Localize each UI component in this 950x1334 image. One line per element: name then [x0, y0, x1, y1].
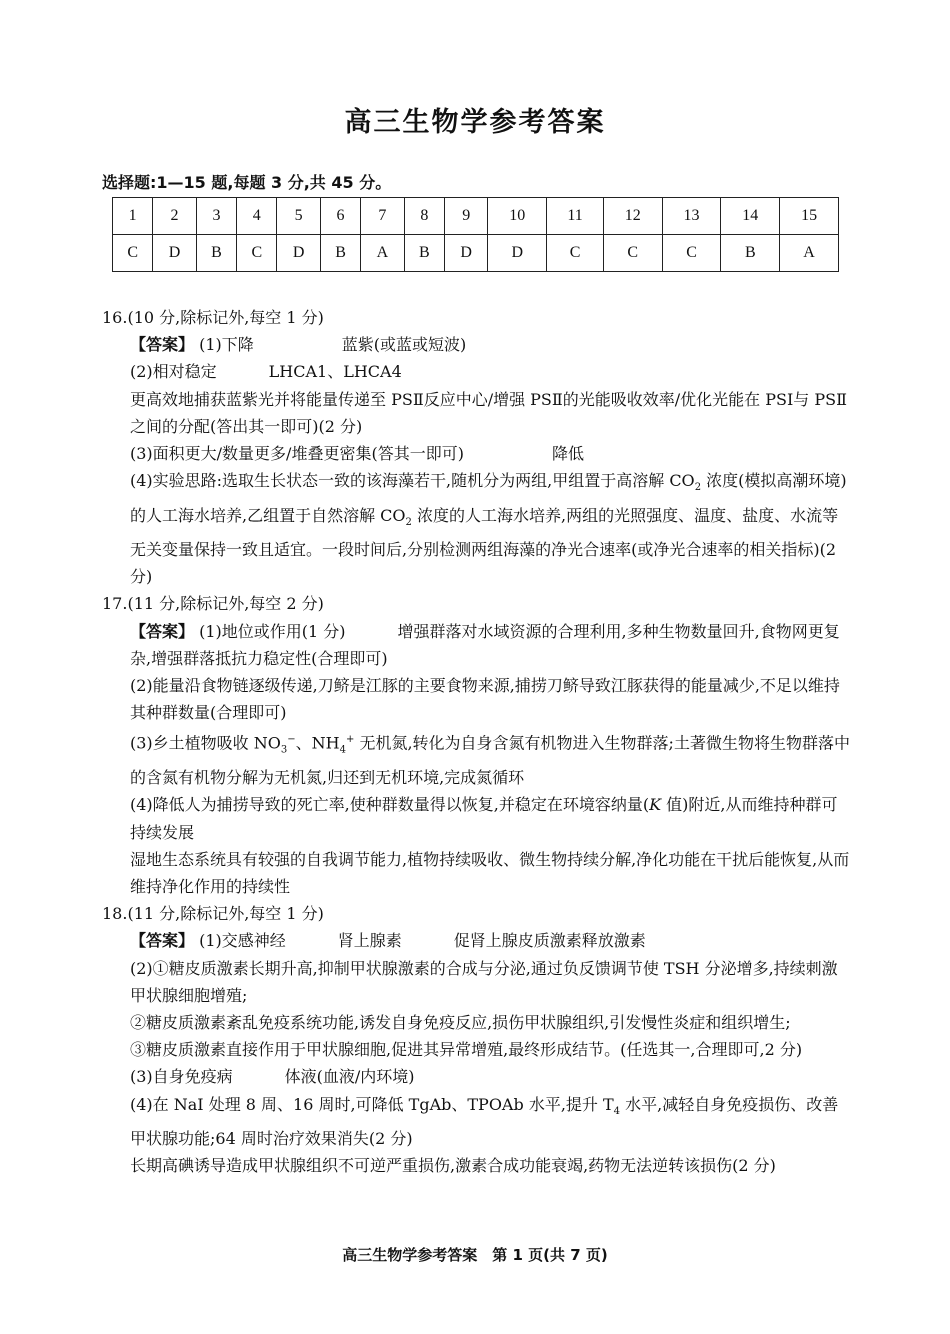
subscript: 2 — [405, 516, 412, 528]
answer-cell: B — [320, 235, 360, 272]
answer-cell: B — [196, 235, 236, 272]
answer-content — [102, 304, 852, 1179]
question-number-cell: 4 — [237, 198, 277, 235]
question-number-cell: 10 — [488, 198, 547, 235]
q16-a1-second: 蓝紫(或蓝或短波) — [341, 335, 467, 355]
q16-a2-second: LHCA1、LHCA4 — [268, 362, 402, 382]
q16-a2-first: (2)相对稳定 — [130, 362, 217, 382]
q18-answer-4 — [102, 1091, 852, 1153]
q16-answer-2 — [102, 358, 852, 385]
q18-answer-2-3: ③糖皮质激素直接作用于甲状腺细胞,促进其异常增殖,最终形成结节。(任选其一,合理即可,2 分) — [130, 1040, 803, 1060]
q16-answer-3 — [102, 440, 852, 467]
q16-answer-2-third: 更高效地捕获蓝紫光并将能量传递至 PSⅡ反应中心/增强 PSⅡ的光能吸收效率/优化光能在 PSⅠ与 PSⅡ之间的分配(答出其一即可)(2 分) — [130, 389, 847, 436]
answer-cell: D — [488, 235, 547, 272]
question-number-cell: 9 — [444, 198, 487, 235]
q18-a1-third: 促肾上腺皮质激素释放激素 — [453, 931, 646, 951]
q17-a3-part2: 、NH — [295, 733, 340, 753]
k-value-symbol: K — [649, 795, 662, 815]
q16-answer-4 — [102, 467, 852, 590]
q18-a3-second: 体液(血液/内环境) — [284, 1067, 415, 1087]
q16-a4-part3: 浓度的人工海水培养,两组的光照强度、温度、盐度、水流等无关变量保持一致且适宜。一段时间后,分别检测两组海藻的净光合速率(或净光合速率的相关指标)(2 分) — [130, 505, 839, 587]
q17-a3-part1: (3)乡土植物吸收 NO — [130, 733, 281, 753]
q16-a3-first: (3)面积更大/数量更多/堆叠更密集(答其一即可) — [130, 444, 464, 464]
answer-row — [113, 235, 839, 272]
answer-label: 【答案】 — [130, 621, 195, 641]
answer-cell: C — [603, 235, 662, 272]
q18-a1-first: (1)交感神经 — [199, 931, 286, 951]
answer-cell: C — [662, 235, 721, 272]
question-number-cell: 1 — [113, 198, 153, 235]
q16-answer-1 — [102, 331, 852, 358]
subscript: 3 — [280, 744, 288, 756]
answer-cell: B — [404, 235, 444, 272]
answer-cell: D — [153, 235, 196, 272]
q18-a3-first: (3)自身免疫病 — [130, 1067, 233, 1087]
question-number-cell: 15 — [780, 198, 839, 235]
superscript: + — [345, 734, 355, 746]
answer-label: 【答案】 — [130, 931, 195, 951]
answer-cell: C — [547, 235, 604, 272]
superscript: − — [287, 734, 296, 746]
answer-cell: A — [361, 235, 404, 272]
question-number-cell: 6 — [320, 198, 360, 235]
q17-a4-part1: (4)降低人为捕捞导致的死亡率,使种群数量得以恢复,并稳定在环境容纳量( — [130, 795, 650, 815]
question-number-cell: 13 — [662, 198, 721, 235]
question-number-row — [113, 198, 839, 235]
question-number-cell: 2 — [153, 198, 196, 235]
q18-a1-second: 肾上腺素 — [337, 931, 402, 951]
q16-a1-first: (1)下降 — [199, 335, 254, 355]
question-number-cell: 12 — [603, 198, 662, 235]
q17-heading: 17.(11 分,除标记外,每空 2 分) — [102, 594, 324, 614]
page-footer: 高三生物学参考答案 第 1 页(共 7 页) — [342, 1246, 608, 1264]
answer-cell: D — [444, 235, 487, 272]
q17-answer-2: (2)能量沿食物链逐级传递,刀鲚是江豚的主要食物来源,捕捞刀鲚导致江豚获得的能量减少,不足以维持其种群数量(合理即可) — [130, 676, 840, 723]
page-title: 高三生物学参考答案 — [344, 107, 606, 138]
answer-cell: C — [237, 235, 277, 272]
subscript: 2 — [694, 482, 702, 494]
q18-heading: 18.(11 分,除标记外,每空 1 分) — [102, 904, 324, 924]
q18-answer-2-2: ②糖皮质激素紊乱免疫系统功能,诱发自身免疫反应,损伤甲状腺组织,引发慢性炎症和组织增生; — [130, 1012, 791, 1032]
q18-answer-2-1: (2)①糖皮质激素长期升高,抑制甲状腺激素的合成与分泌,通过负反馈调节使 TSH 分泌增多,持续刺激甲状腺细胞增殖; — [130, 958, 838, 1005]
answer-cell: B — [721, 235, 780, 272]
q18-answer-5: 长期高碘诱导造成甲状腺组织不可逆严重损伤,激素合成功能衰竭,药物无法逆转该损伤(2 分) — [130, 1156, 776, 1176]
q16-a4-part1: (4)实验思路:选取生长状态一致的该海藻若干,随机分为两组,甲组置于高溶解 CO — [130, 471, 695, 491]
q16-heading: 16.(10 分,除标记外,每空 1 分) — [102, 308, 324, 327]
answer-label: 【答案】 — [130, 335, 195, 355]
q17-answer-4 — [102, 791, 852, 845]
answer-cell: A — [780, 235, 839, 272]
question-number-cell: 7 — [361, 198, 404, 235]
q18-a4-part2: 水平,减轻自身免疫损伤、改善甲状腺功能;64 周时治疗效果消失(2 分) — [130, 1094, 839, 1148]
q17-a1-second: 增强群落对水域资源的合理利用,多种生物数量回升,食物网更复杂,增强群落抵抗力稳定性(合理即可) — [130, 621, 840, 668]
q18-a4-part1: (4)在 NaI 处理 8 周、16 周时,可降低 TgAb、TPOAb 水平,提升 T — [130, 1094, 614, 1114]
q17-a1-first: (1)地位或作用(1 分) — [199, 621, 346, 641]
q17-a3-part3: 无机氮,转化为自身含氮有机物进入生物群落;土著微生物将生物群落中的含氮有机物分解为无机氮,归还到无机环境,完成氮循环 — [130, 733, 850, 788]
answer-table — [112, 197, 839, 272]
q17-a4-part2: 值)附近,从而维持种群可持续发展 — [130, 795, 838, 842]
answer-cell: D — [277, 235, 320, 272]
question-number-cell: 14 — [721, 198, 780, 235]
q17-answer-5: 湿地生态系统具有较强的自我调节能力,植物持续吸收、微生物持续分解,净化功能在干扰后能恢复,从而维持净化作用的持续性 — [130, 849, 850, 896]
mc-caption: 选择题:1—15 题,每题 3 分,共 45 分。 — [102, 173, 392, 192]
q18-answer-3 — [102, 1063, 852, 1090]
q17-answer-1 — [102, 618, 852, 672]
q16-a3-second: 降低 — [551, 444, 584, 464]
subscript: 4 — [613, 1105, 621, 1117]
question-number-cell: 11 — [547, 198, 604, 235]
answer-cell: C — [113, 235, 153, 272]
question-number-cell: 3 — [196, 198, 236, 235]
q17-answer-3 — [102, 726, 852, 791]
q16-a4-part2: 浓度(模拟高潮环境)的人工海水培养,乙组置于自然溶解 CO — [130, 471, 847, 525]
question-number-cell: 8 — [404, 198, 444, 235]
question-number-cell: 5 — [277, 198, 320, 235]
q18-answer-1 — [102, 927, 852, 954]
subscript: 4 — [339, 744, 346, 756]
